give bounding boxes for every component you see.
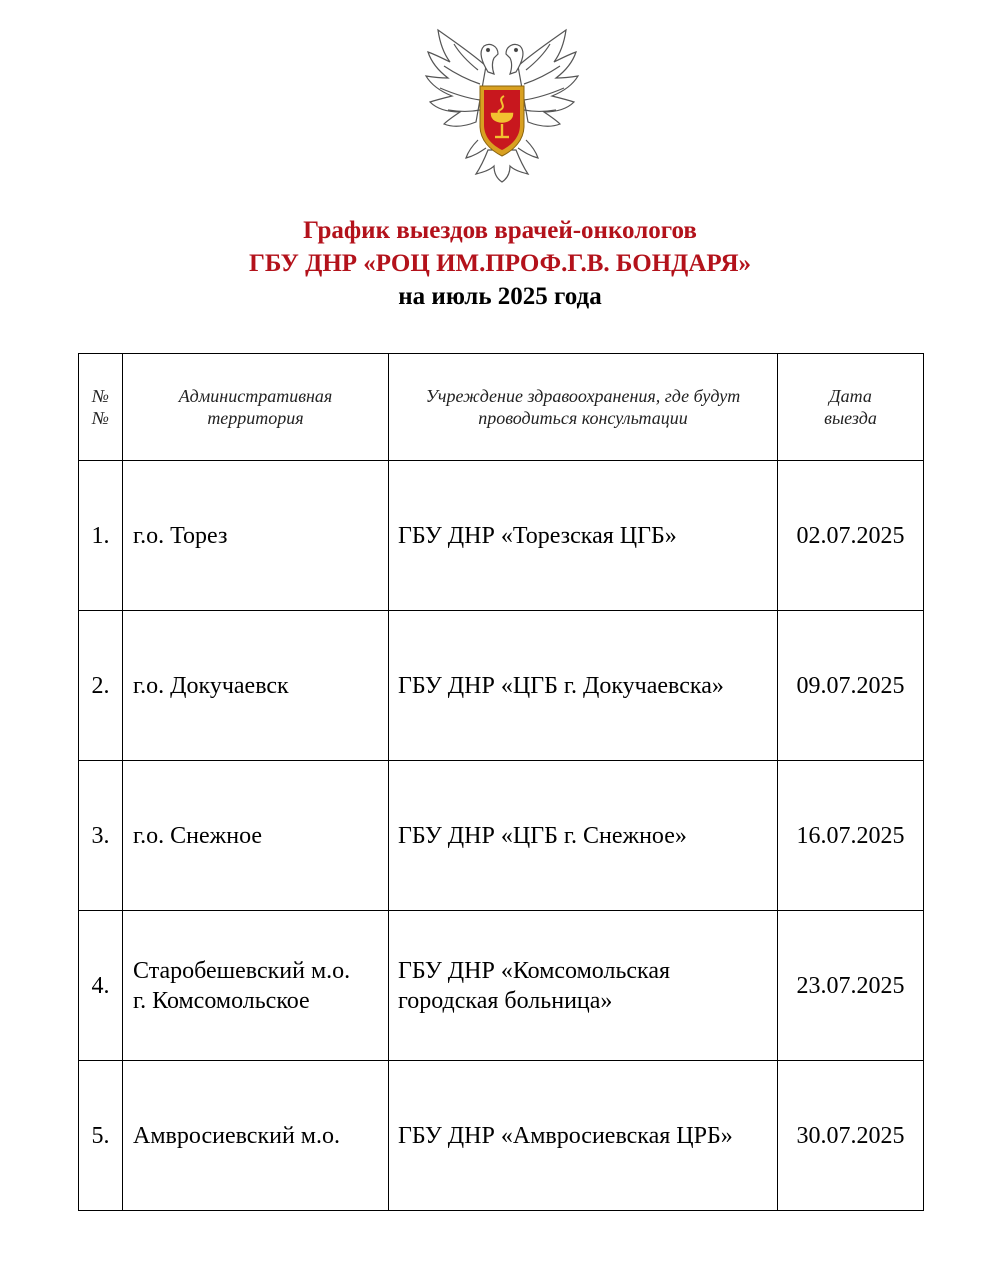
row-institution-line-2: городская больница» xyxy=(398,987,613,1014)
header-institution-line-1: Учреждение здравоохранения, где будут xyxy=(425,386,741,406)
header-number-line-1: № xyxy=(92,386,109,406)
row-territory-line-2: г. Комсомольское xyxy=(133,987,310,1014)
table-row xyxy=(79,911,924,1061)
row-institution-line-1: ГБУ ДНР «Комсомольская xyxy=(398,957,671,984)
row-number: 1. xyxy=(79,461,123,611)
row-institution xyxy=(389,461,778,611)
row-territory xyxy=(123,761,389,911)
row-institution xyxy=(389,761,778,911)
title-line-3: на июль 2025 года xyxy=(398,283,602,310)
table-header-row xyxy=(79,354,924,461)
header-institution-line-2: проводиться консультации xyxy=(478,408,688,428)
header-date-line-2: выезда xyxy=(824,408,877,428)
row-date: 09.07.2025 xyxy=(778,611,924,761)
row-date: 30.07.2025 xyxy=(778,1061,924,1211)
schedule-table xyxy=(78,353,924,1211)
row-institution xyxy=(389,611,778,761)
title-line-1: График выездов врачей-онкологов xyxy=(303,217,697,244)
row-territory xyxy=(123,611,389,761)
double-headed-eagle-emblem-icon xyxy=(418,22,586,184)
row-territory xyxy=(123,911,389,1061)
header-institution xyxy=(389,354,778,461)
row-territory-line-1: г.о. Торез xyxy=(133,522,228,549)
row-territory-line-1: г.о. Снежное xyxy=(133,822,263,849)
table-row xyxy=(79,461,924,611)
row-institution xyxy=(389,1061,778,1211)
header-number xyxy=(79,354,123,461)
row-institution-line-1: ГБУ ДНР «ЦГБ г. Докучаевска» xyxy=(398,672,724,699)
row-territory xyxy=(123,461,389,611)
row-date: 16.07.2025 xyxy=(778,761,924,911)
row-institution-line-1: ГБУ ДНР «Амвросиевская ЦРБ» xyxy=(398,1122,733,1149)
header-territory xyxy=(123,354,389,461)
header-date xyxy=(778,354,924,461)
row-number: 2. xyxy=(79,611,123,761)
header-territory-line-2: территория xyxy=(207,408,304,428)
row-institution xyxy=(389,911,778,1061)
row-territory-line-1: Амвросиевский м.о. xyxy=(133,1122,340,1149)
row-territory xyxy=(123,1061,389,1211)
table-row xyxy=(79,1061,924,1211)
row-institution-line-1: ГБУ ДНР «Торезская ЦГБ» xyxy=(398,522,677,549)
header-territory-line-1: Административная xyxy=(178,386,333,406)
title-line-2: ГБУ ДНР «РОЦ ИМ.ПРОФ.Г.В. БОНДАРЯ» xyxy=(248,250,751,277)
row-territory-line-1: Старобешевский м.о. xyxy=(133,957,351,984)
row-number: 3. xyxy=(79,761,123,911)
row-number: 4. xyxy=(79,911,123,1061)
document-title xyxy=(0,214,997,313)
table-row xyxy=(79,611,924,761)
row-territory-line-1: г.о. Докучаевск xyxy=(133,672,289,699)
row-number: 5. xyxy=(79,1061,123,1211)
header-date-line-1: Дата xyxy=(829,386,872,406)
row-date: 02.07.2025 xyxy=(778,461,924,611)
header-number-line-2: № xyxy=(92,408,109,428)
table-row xyxy=(79,761,924,911)
row-institution-line-1: ГБУ ДНР «ЦГБ г. Снежное» xyxy=(398,822,687,849)
row-date: 23.07.2025 xyxy=(778,911,924,1061)
